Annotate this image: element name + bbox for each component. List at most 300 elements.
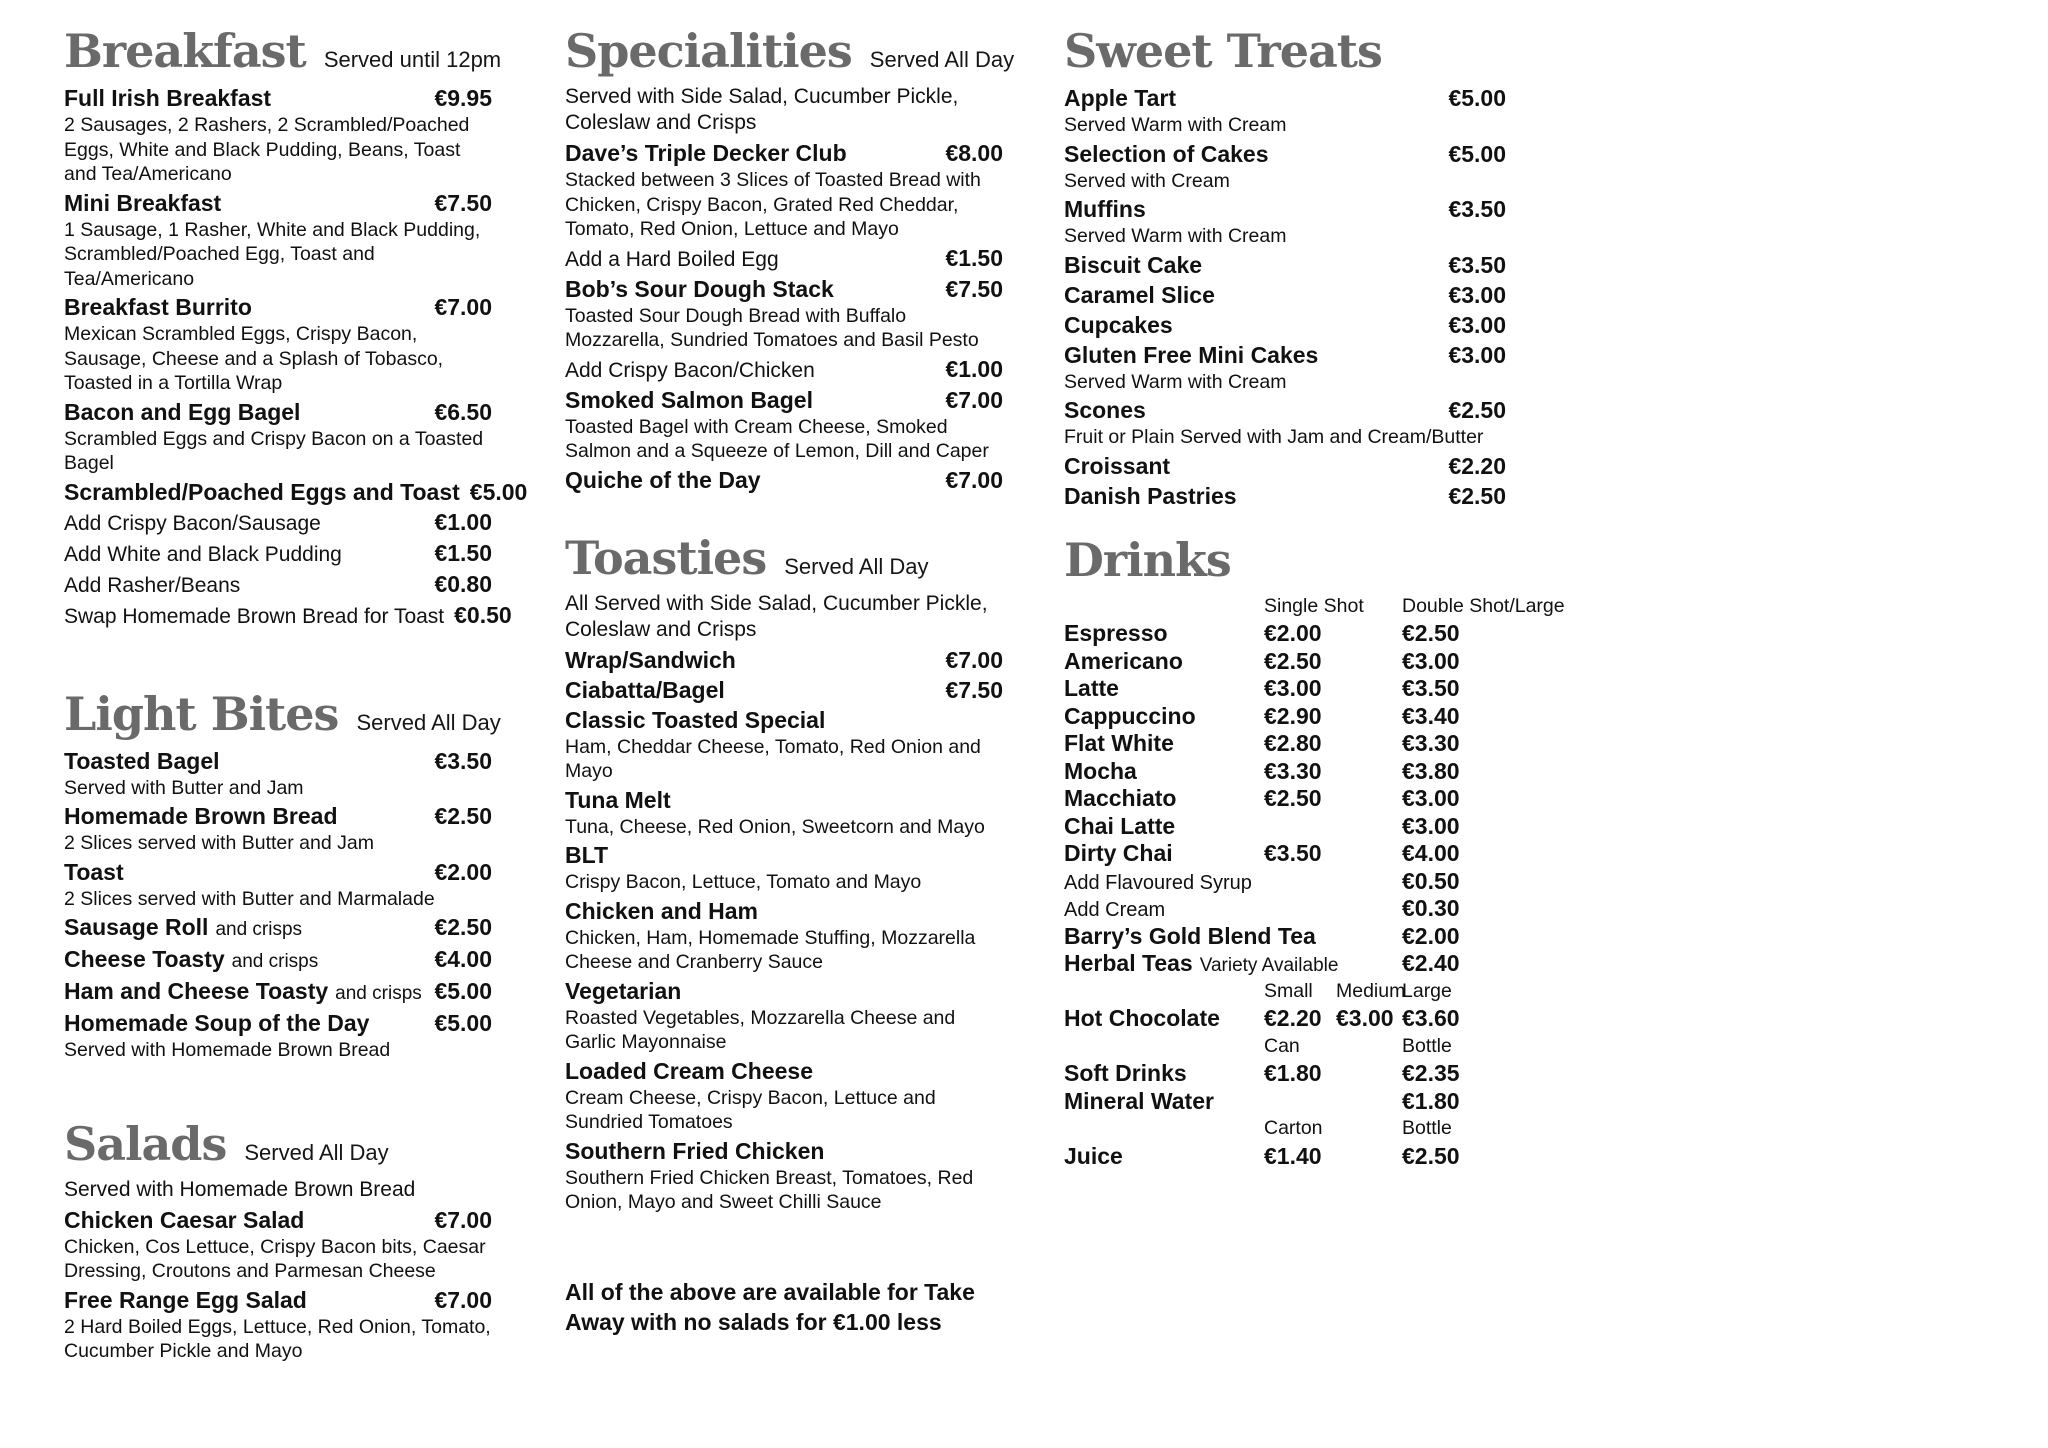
menu-item-row xyxy=(64,913,492,944)
item-price: €2.00 xyxy=(1264,620,1322,646)
item-name: Sausage Roll and crisps xyxy=(64,914,303,940)
item-price: €3.00 xyxy=(1336,1005,1394,1031)
item-name: Latte xyxy=(1064,675,1119,701)
item-description: Ham, Cheddar Cheese, Tomato, Red Onion and Mayo xyxy=(565,735,981,782)
item-name: Selection of Cakes xyxy=(1064,140,1269,167)
menu-item xyxy=(64,858,492,912)
section-note: Served All Day xyxy=(356,709,501,735)
menu-item xyxy=(1064,84,1506,138)
menu-item-row xyxy=(565,244,1003,274)
item-price: €2.20 xyxy=(1448,452,1506,479)
item-name: Homemade Brown Bread xyxy=(64,803,338,829)
item-description: Toasted Bagel with Cream Cheese, Smoked Salmon and a Squeeze of Lemon, Dill and Caper xyxy=(565,415,989,462)
item-name: Swap Homemade Brown Bread for Toast xyxy=(64,604,445,628)
menu-item-row xyxy=(565,897,1003,926)
menu-item xyxy=(565,275,1003,353)
item-description: Stacked between 3 Slices of Toasted Bread with Chicken, Crispy Bacon, Grated Red Cheddar, Tomato, Red Onion, Lettuce and Mayo xyxy=(565,169,981,240)
item-price: €3.00 xyxy=(1402,812,1460,839)
item-price: €2.20 xyxy=(1264,1005,1322,1031)
item-name: Chai Latte xyxy=(1064,812,1176,839)
menu-item xyxy=(64,747,492,801)
item-name: Danish Pastries xyxy=(1064,482,1237,509)
section-breakfast xyxy=(64,24,528,631)
item-description: 2 Sausages, 2 Rashers, 2 Scrambled/Poached Eggs, White and Black Pudding, Beans, Toast and Tea/Americano xyxy=(64,114,470,185)
menu-item-row xyxy=(565,139,1003,168)
section-header xyxy=(565,24,1015,78)
item-price: €6.50 xyxy=(434,398,492,425)
item-price: €5.00 xyxy=(1448,140,1506,167)
item-price: €1.00 xyxy=(945,355,1003,382)
drink-row xyxy=(1064,703,1506,731)
section-title: Breakfast xyxy=(64,24,306,78)
item-price: €7.00 xyxy=(945,466,1003,493)
size-labels-row xyxy=(1064,1115,1506,1143)
item-name: Add White and Black Pudding xyxy=(64,542,342,566)
menu-item-row xyxy=(1064,482,1506,511)
item-name: Biscuit Cake xyxy=(1064,251,1203,278)
section-note: Served All Day xyxy=(784,553,929,579)
item-price: €3.50 xyxy=(1448,251,1506,278)
drink-row xyxy=(1064,923,1506,951)
menu-item-row xyxy=(64,84,492,113)
menu-item-row xyxy=(565,977,1003,1006)
item-price: €2.50 xyxy=(434,803,492,829)
menu-item-row xyxy=(1064,452,1506,481)
section-title: Light Bites xyxy=(64,686,339,741)
drink-row xyxy=(1064,730,1506,758)
item-name: Wrap/Sandwich xyxy=(565,646,736,673)
item-description: Southern Fried Chicken Breast, Tomatoes, Red Onion, Mayo and Sweet Chilli Sauce xyxy=(565,1166,974,1213)
item-name: Soft Drinks xyxy=(1064,1060,1187,1086)
item-price: €0.30 xyxy=(1402,895,1460,921)
item-description: Served Warm with Cream xyxy=(1064,114,1287,136)
item-description: 2 Hard Boiled Eggs, Lettuce, Red Onion, Tomato, Cucumber Pickle and Mayo xyxy=(64,1315,491,1362)
item-description: Toasted Sour Dough Bread with Buffalo Mozzarella, Sundried Tomatoes and Basil Pesto xyxy=(565,304,979,351)
item-price: €2.00 xyxy=(434,858,492,885)
item-name: Free Range Egg Salad xyxy=(64,1286,307,1313)
item-price: €9.95 xyxy=(434,85,492,111)
item-name: Mini Breakfast xyxy=(64,189,222,216)
item-description: Crispy Bacon, Lettuce, Tomato and Mayo xyxy=(565,871,922,893)
item-suffix: Variety Available xyxy=(1199,955,1339,976)
section-light-bites xyxy=(64,686,501,1063)
menu-item xyxy=(64,508,492,538)
item-name: Scrambled/Poached Eggs and Toast xyxy=(64,478,460,505)
item-price: €0.50 xyxy=(1402,867,1460,894)
section-salads xyxy=(64,1116,492,1364)
menu-item-row xyxy=(64,601,512,631)
item-suffix: and crisps xyxy=(215,919,303,940)
section-intro: All Served with Side Salad, Cucumber Pickle, Coleslaw and Crisps xyxy=(565,591,988,641)
item-price: €4.00 xyxy=(1402,840,1460,866)
menu-item-row xyxy=(64,945,492,976)
section-title: Sweet Treats xyxy=(1064,24,1382,78)
menu-item xyxy=(565,386,1003,464)
item-price: €3.50 xyxy=(1264,840,1322,866)
section-note: Served All Day xyxy=(869,47,1015,72)
menu-item xyxy=(1064,311,1506,340)
item-name: Macchiato xyxy=(1064,785,1177,811)
section-title: Specialities xyxy=(565,24,852,78)
section-title: Salads xyxy=(64,1116,227,1171)
item-description: 1 Sausage, 1 Rasher, White and Black Pudding, Scrambled/Poached Egg, Toast and Tea/Americano xyxy=(64,218,481,290)
drink-row xyxy=(1064,758,1506,786)
menu-item xyxy=(1064,251,1506,280)
item-description: Served with Homemade Brown Bread xyxy=(64,1039,391,1061)
item-price: €4.00 xyxy=(434,946,492,972)
menu-item xyxy=(1064,140,1506,194)
item-price: €2.50 xyxy=(1448,482,1506,509)
drink-row xyxy=(1064,813,1506,841)
section-header xyxy=(565,530,1003,585)
item-price: €3.00 xyxy=(1448,311,1506,338)
item-description: 2 Slices served with Butter and Marmalade xyxy=(64,887,435,910)
item-name: Toasted Bagel xyxy=(64,747,220,774)
size-label: Medium xyxy=(1336,979,1406,1002)
item-price: €1.80 xyxy=(1264,1060,1322,1086)
drink-row xyxy=(1064,1060,1506,1088)
item-name: Homemade Soup of the Day xyxy=(64,1010,370,1036)
drink-row xyxy=(1064,785,1506,813)
item-name: Vegetarian xyxy=(565,977,682,1004)
section-note: Served All Day xyxy=(244,1139,389,1165)
item-price: €5.00 xyxy=(1448,85,1506,111)
item-price: €2.50 xyxy=(1264,647,1322,674)
menu-item xyxy=(565,1057,1003,1135)
item-price: €2.80 xyxy=(1264,730,1322,756)
menu-item xyxy=(565,646,1003,675)
menu-item-row xyxy=(565,1137,1003,1166)
menu-item-row xyxy=(565,386,1003,415)
item-name: Quiche of the Day xyxy=(565,466,761,493)
item-price: €2.40 xyxy=(1402,950,1460,976)
item-name: Ham and Cheese Toasty and crisps xyxy=(64,978,422,1004)
item-name: Add a Hard Boiled Egg xyxy=(565,247,779,271)
item-name: Espresso xyxy=(1064,620,1168,646)
item-name: Bacon and Egg Bagel xyxy=(64,398,301,425)
menu-item-row xyxy=(565,275,1003,304)
item-price: €3.50 xyxy=(1448,196,1506,222)
section-header xyxy=(64,686,501,741)
section-header xyxy=(64,1116,492,1171)
menu-item-row xyxy=(64,1206,492,1235)
item-name: Herbal Teas Variety Available xyxy=(1064,950,1339,976)
item-name: Full Irish Breakfast xyxy=(64,85,272,111)
item-name: Add Flavoured Syrup xyxy=(1064,871,1252,894)
item-price: €3.80 xyxy=(1402,757,1460,784)
item-price: €7.50 xyxy=(945,676,1003,703)
item-name: Chicken Caesar Salad xyxy=(64,1206,305,1233)
menu-item xyxy=(64,293,492,396)
menu-item-row xyxy=(64,802,492,831)
item-price: €0.50 xyxy=(454,601,512,628)
menu-item xyxy=(64,802,492,856)
size-label: Bottle xyxy=(1402,1117,1452,1139)
item-name: Hot Chocolate xyxy=(1064,1005,1220,1031)
menu-item-row xyxy=(64,508,492,538)
item-price: €5.00 xyxy=(434,978,492,1004)
section-sweet-treats xyxy=(1064,26,1506,511)
item-price: €1.50 xyxy=(434,539,492,566)
item-name: Loaded Cream Cheese xyxy=(565,1057,813,1084)
item-name: Muffins xyxy=(1064,196,1146,222)
section-specialities xyxy=(565,24,1015,495)
item-price: €7.50 xyxy=(945,275,1003,302)
menu-item xyxy=(565,466,1003,495)
menu-item-row xyxy=(64,977,492,1008)
item-price: €7.00 xyxy=(434,1206,492,1233)
item-price: €3.30 xyxy=(1264,757,1322,784)
item-name: Mocha xyxy=(1064,757,1137,784)
menu-item xyxy=(1064,396,1506,450)
item-name: Add Crispy Bacon/Sausage xyxy=(64,511,321,535)
drink-row xyxy=(1064,648,1506,676)
menu-item-row xyxy=(64,1286,492,1315)
item-price: €2.50 xyxy=(1402,1142,1460,1169)
item-price: €7.00 xyxy=(945,646,1003,673)
item-price: €1.50 xyxy=(945,244,1003,271)
item-description: Chicken, Cos Lettuce, Crispy Bacon bits, Caesar Dressing, Croutons and Parmesan Cheese xyxy=(64,1235,486,1282)
item-name: Croissant xyxy=(1064,452,1171,479)
menu-item-row xyxy=(565,676,1003,705)
item-price: €7.50 xyxy=(434,189,492,216)
item-name: Apple Tart xyxy=(1064,85,1177,111)
menu-item-row xyxy=(1064,281,1506,310)
menu-item-row xyxy=(1064,396,1506,425)
item-name: Cheese Toasty and crisps xyxy=(64,946,319,972)
size-label: Carton xyxy=(1264,1117,1323,1139)
item-name: Add Rasher/Beans xyxy=(64,573,241,597)
item-price: €1.00 xyxy=(434,508,492,535)
item-suffix: and crisps xyxy=(231,951,319,972)
drink-row xyxy=(1064,840,1506,868)
item-description: Roasted Vegetables, Mozzarella Cheese and Garlic Mayonnaise xyxy=(565,1006,956,1053)
drink-row xyxy=(1064,895,1506,923)
size-labels-row xyxy=(1064,1033,1506,1061)
item-price: €3.50 xyxy=(1402,675,1460,701)
menu-item xyxy=(565,1137,1003,1215)
menu-item xyxy=(64,398,492,476)
item-price: €0.80 xyxy=(434,570,492,597)
item-price: €3.60 xyxy=(1402,1005,1460,1031)
menu-item-row xyxy=(565,841,1003,870)
item-price: €1.80 xyxy=(1402,1087,1460,1114)
size-label: Can xyxy=(1264,1034,1300,1057)
menu-item xyxy=(64,601,512,631)
section-note: Served until 12pm xyxy=(323,47,502,72)
price-column-header: Double Shot/Large xyxy=(1402,594,1565,617)
size-label: Large xyxy=(1402,979,1452,1002)
item-name: BLT xyxy=(565,842,609,868)
item-name: Caramel Slice xyxy=(1064,281,1215,308)
section-toasties xyxy=(565,530,1003,1215)
menu-item xyxy=(64,189,492,292)
item-name: Gluten Free Mini Cakes xyxy=(1064,341,1319,368)
menu-item-row xyxy=(1064,251,1506,280)
item-name: Ciabatta/Bagel xyxy=(565,676,725,703)
section-header xyxy=(1064,532,1506,587)
item-price: €2.50 xyxy=(1402,620,1460,646)
item-price: €5.00 xyxy=(434,1010,492,1036)
size-label: Small xyxy=(1264,979,1313,1002)
menu-item xyxy=(1064,281,1506,310)
item-description: Served with Butter and Jam xyxy=(64,776,304,799)
menu-item xyxy=(64,945,492,976)
item-name: Southern Fried Chicken xyxy=(565,1137,825,1164)
menu-item xyxy=(64,1206,492,1284)
item-description: Cream Cheese, Crispy Bacon, Lettuce and Sundried Tomatoes xyxy=(565,1086,936,1133)
menu-item-row xyxy=(64,747,492,776)
menu-item-row xyxy=(1064,140,1506,169)
item-price: €2.90 xyxy=(1264,702,1322,729)
item-name: Barry’s Gold Blend Tea xyxy=(1064,922,1316,949)
menu-item-row xyxy=(64,858,492,887)
item-name: Scones xyxy=(1064,397,1146,423)
item-price: €2.35 xyxy=(1402,1060,1460,1086)
menu-item xyxy=(64,913,492,944)
drink-row xyxy=(1064,1005,1506,1033)
item-price: €3.00 xyxy=(1402,647,1460,674)
item-price: €7.00 xyxy=(434,1286,492,1313)
menu-item-row xyxy=(1064,311,1506,340)
item-price: €3.00 xyxy=(1264,675,1322,701)
item-name: Americano xyxy=(1064,647,1183,674)
item-description: Tuna, Cheese, Red Onion, Sweetcorn and Mayo xyxy=(565,815,985,838)
menu-item xyxy=(64,478,528,507)
item-name: Dave’s Triple Decker Club xyxy=(565,140,847,166)
item-price: €1.40 xyxy=(1264,1142,1322,1169)
menu-item-row xyxy=(64,189,492,218)
section-title: Drinks xyxy=(1064,532,1231,587)
menu-item xyxy=(1064,452,1506,481)
item-name: Tuna Melt xyxy=(565,786,671,813)
drink-row xyxy=(1064,1143,1506,1171)
drink-row xyxy=(1064,950,1506,978)
menu-item-row xyxy=(64,293,492,322)
menu-item-row xyxy=(64,1009,492,1038)
menu-item xyxy=(1064,482,1506,511)
item-description: Served Warm with Cream xyxy=(1064,370,1287,393)
drink-row xyxy=(1064,620,1506,648)
menu-item xyxy=(565,244,1003,274)
menu-column xyxy=(1064,24,1565,1170)
menu-item-row xyxy=(565,646,1003,675)
menu-item xyxy=(64,1286,492,1364)
takeaway-note: All of the above are available for Take Away with no salads for €1.00 less xyxy=(565,1278,975,1335)
section-header xyxy=(1064,26,1506,76)
menu-item-row xyxy=(565,355,1003,385)
item-description: Scrambled Eggs and Crispy Bacon on a Toasted Bagel xyxy=(64,427,484,474)
menu-item xyxy=(1064,341,1506,395)
section-intro: Served with Homemade Brown Bread xyxy=(64,1177,416,1201)
menu-item-row xyxy=(64,478,528,507)
item-description: 2 Slices served with Butter and Jam xyxy=(64,832,374,854)
menu-item-row xyxy=(565,706,1003,735)
item-price: €2.50 xyxy=(1448,397,1506,423)
menu-item xyxy=(64,84,492,187)
item-name: Dirty Chai xyxy=(1064,840,1173,866)
item-name: Bob’s Sour Dough Stack xyxy=(565,275,834,302)
section-title: Toasties xyxy=(565,530,767,585)
menu-column xyxy=(565,24,1015,1337)
menu-item xyxy=(565,706,1003,784)
item-name: Classic Toasted Special xyxy=(565,706,826,733)
menu-item xyxy=(565,977,1003,1055)
menu-item xyxy=(565,841,1003,895)
item-price: €3.00 xyxy=(1448,281,1506,308)
item-name: Add Crispy Bacon/Chicken xyxy=(565,358,815,382)
item-description: Fruit or Plain Served with Jam and Cream/Butter xyxy=(1064,426,1484,448)
item-name: Toast xyxy=(64,858,124,885)
item-price: €3.40 xyxy=(1402,702,1460,729)
item-description: Chicken, Ham, Homemade Stuffing, Mozzarella Cheese and Cranberry Sauce xyxy=(565,926,976,973)
item-name: Mineral Water xyxy=(1064,1087,1214,1114)
item-price: €3.00 xyxy=(1402,785,1460,811)
size-label: Bottle xyxy=(1402,1034,1452,1057)
size-labels-row xyxy=(1064,978,1506,1006)
item-price: €7.00 xyxy=(945,386,1003,413)
menu-item-row xyxy=(1064,341,1506,370)
drink-row xyxy=(1064,868,1506,896)
price-column-header: Single Shot xyxy=(1264,594,1364,617)
item-price: €8.00 xyxy=(945,140,1003,166)
menu-item-row xyxy=(1064,195,1506,224)
menu-item-row xyxy=(64,398,492,427)
menu-item xyxy=(565,786,1003,840)
item-price: €3.30 xyxy=(1402,730,1460,756)
item-price: €7.00 xyxy=(434,294,492,320)
menu-item-row xyxy=(64,570,492,600)
menu-item-row xyxy=(565,786,1003,815)
item-price: €2.50 xyxy=(1264,785,1322,811)
section-intro: Served with Side Salad, Cucumber Pickle, Coleslaw and Crisps xyxy=(565,85,959,134)
price-columns-header-row xyxy=(1064,593,1565,621)
item-name: Cappuccino xyxy=(1064,702,1196,729)
item-name: Juice xyxy=(1064,1142,1123,1169)
item-description: Served Warm with Cream xyxy=(1064,225,1287,247)
menu-item-row xyxy=(565,1057,1003,1086)
item-name: Chicken and Ham xyxy=(565,897,758,924)
item-price: €3.50 xyxy=(434,747,492,774)
item-name: Add Cream xyxy=(1064,899,1166,921)
drink-row xyxy=(1064,1088,1506,1116)
menu-item xyxy=(1064,195,1506,249)
menu-item xyxy=(64,539,492,569)
drink-row xyxy=(1064,675,1506,703)
menu-column xyxy=(64,24,528,1366)
menu-item-row xyxy=(565,466,1003,495)
item-name: Cupcakes xyxy=(1064,311,1173,338)
menu-item xyxy=(565,897,1003,975)
item-name: Flat White xyxy=(1064,730,1174,756)
item-price: €3.00 xyxy=(1448,341,1506,368)
menu-item xyxy=(64,1009,492,1063)
menu-item xyxy=(64,977,492,1008)
item-name: Breakfast Burrito xyxy=(64,294,252,320)
section-drinks xyxy=(1064,532,1565,1171)
item-price: €2.00 xyxy=(1402,922,1460,949)
menu-item-row xyxy=(1064,84,1506,113)
item-name: Smoked Salmon Bagel xyxy=(565,386,813,413)
item-price: €5.00 xyxy=(469,478,528,505)
item-price: €2.50 xyxy=(434,914,492,940)
item-description: Served with Cream xyxy=(1064,169,1230,192)
item-suffix: and crisps xyxy=(335,983,422,1004)
menu-item xyxy=(565,139,1003,242)
section-header xyxy=(64,24,502,78)
menu-item xyxy=(64,570,492,600)
menu-item xyxy=(565,676,1003,705)
